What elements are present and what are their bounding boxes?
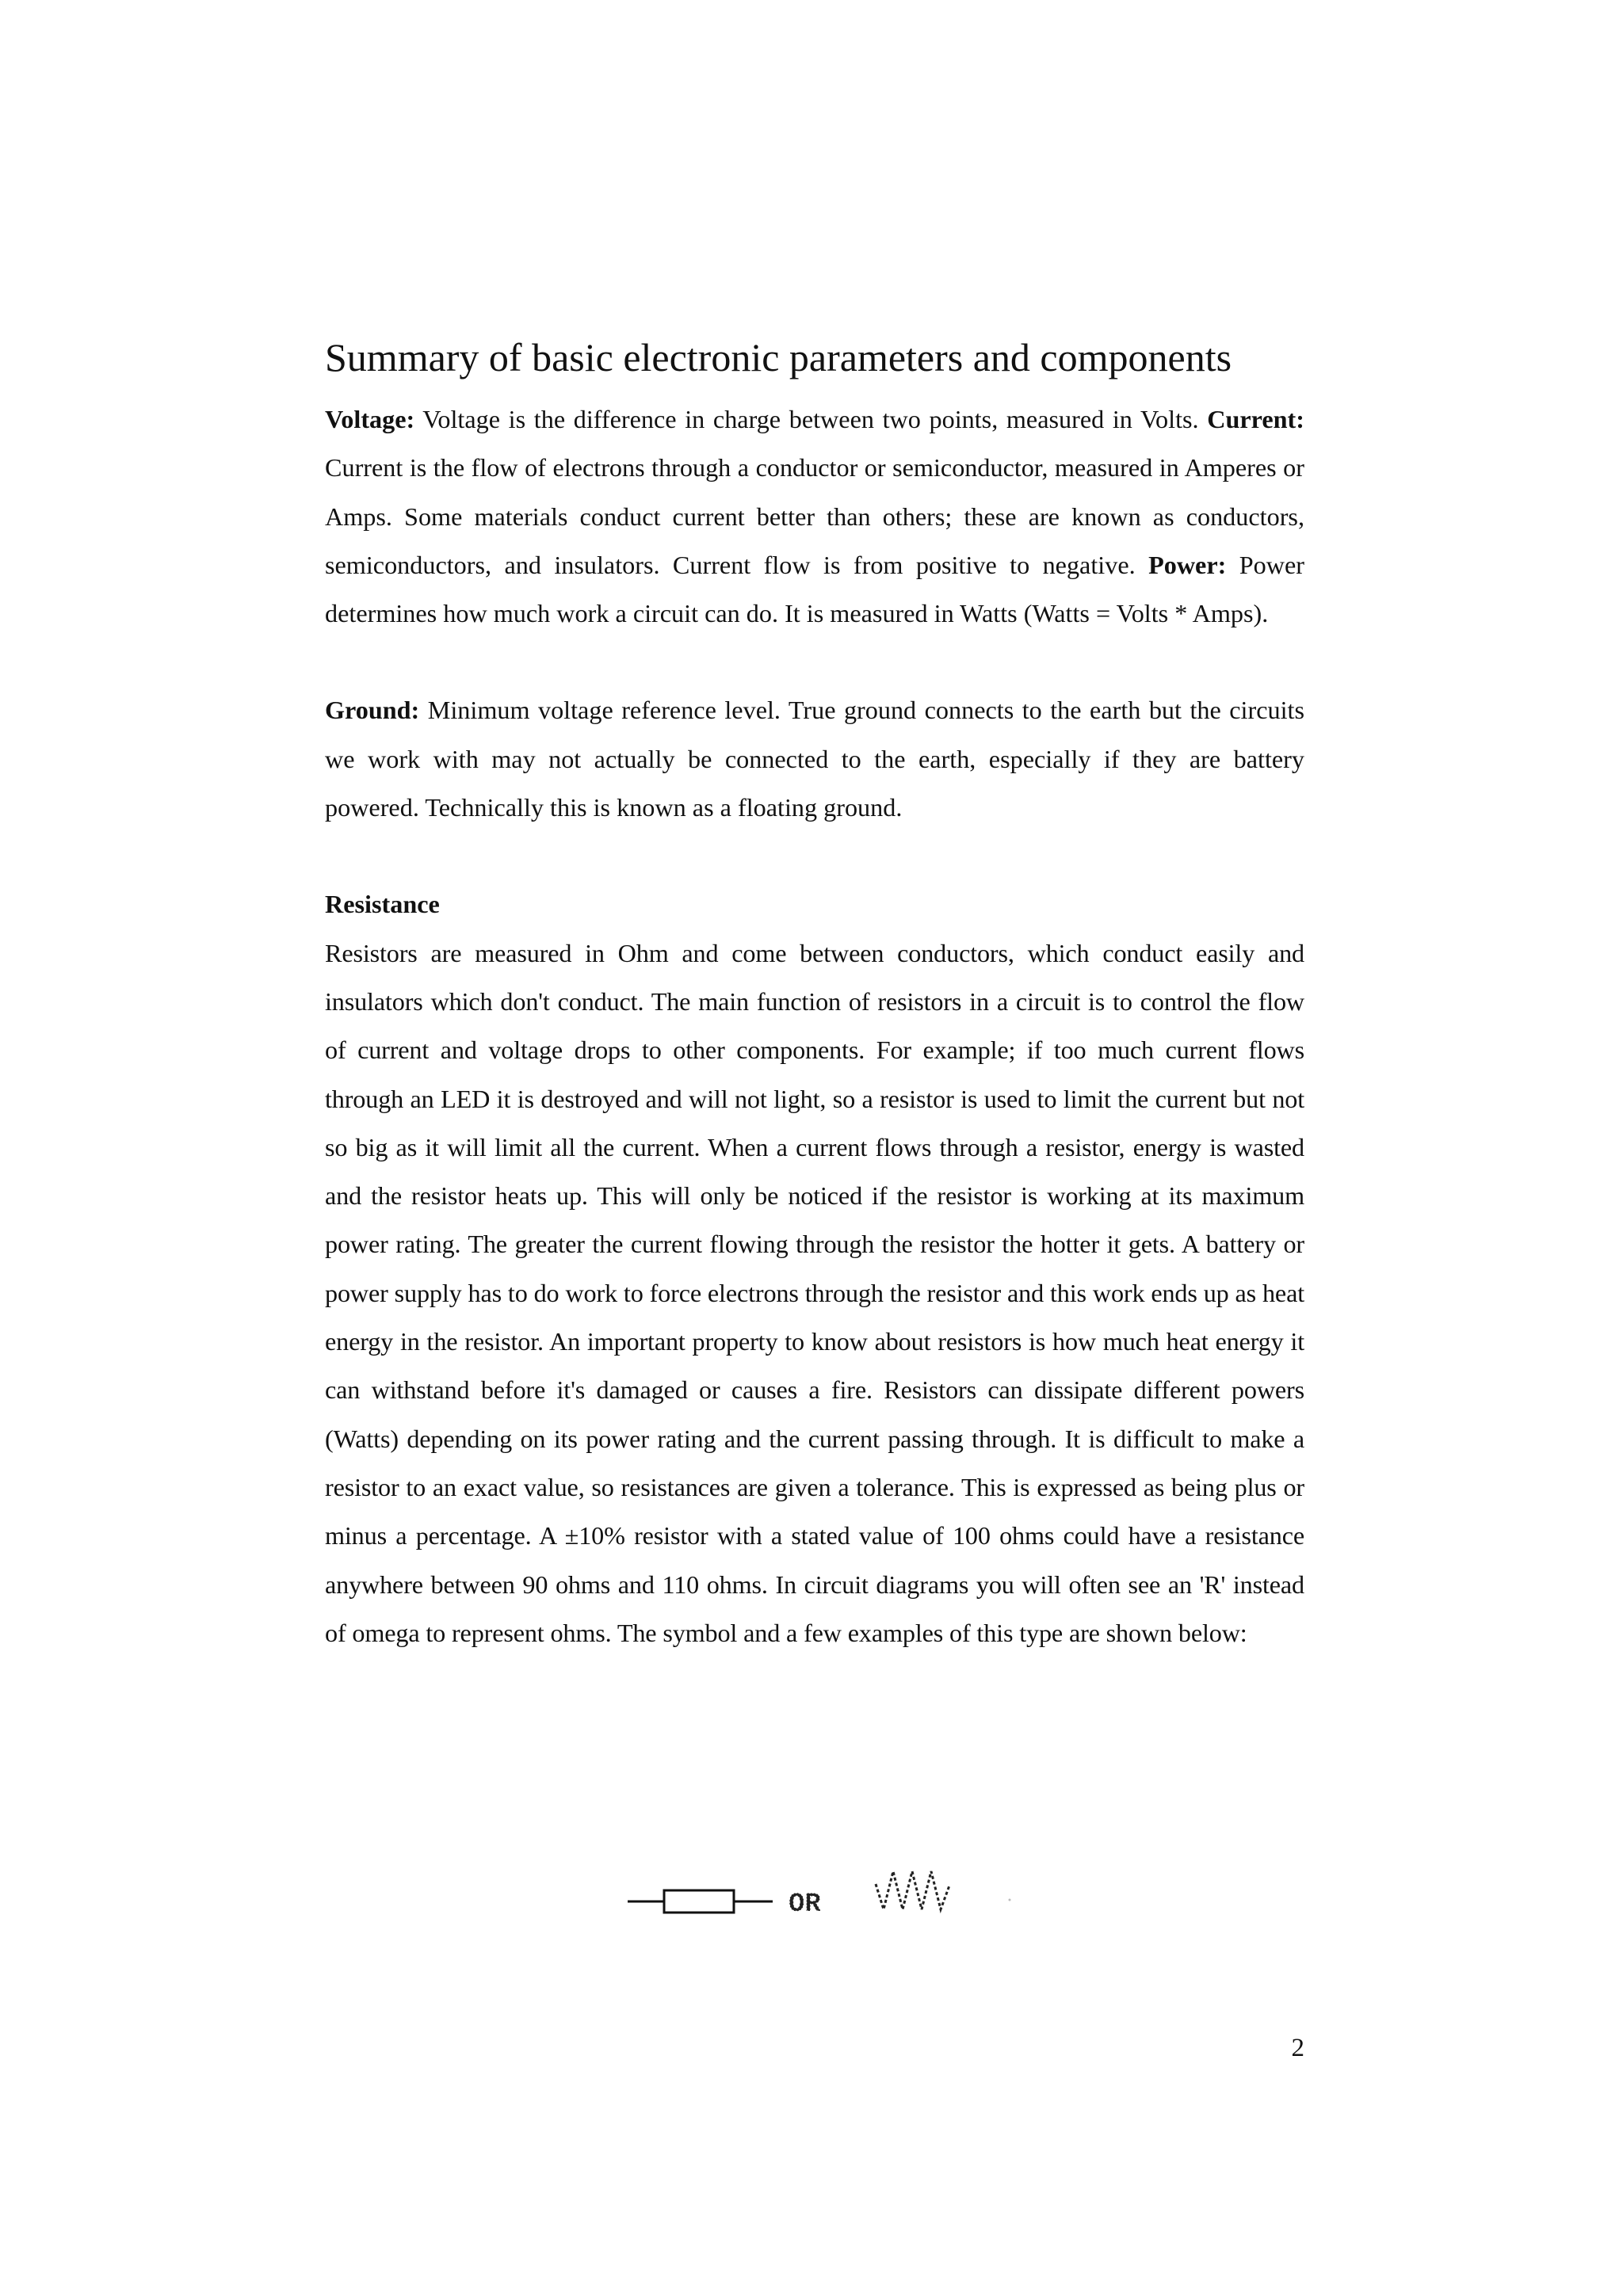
symbol-or-label: OR (789, 1890, 821, 1920)
figure-speck (1009, 1899, 1011, 1901)
ground-text: Minimum voltage reference level. True ground connects to the earth but the circuits we work with may not actually be connected to the earth, especially if they are battery powered. Technically this is known as a floating ground. (325, 696, 1304, 822)
resistor-rectangle-symbol (628, 1890, 773, 1913)
current-text: Current is the flow of electrons through a conductor or semiconductor, measured in Amperes or Amps. Some materials conduct current better than others; these are known as conductors, semiconductors, and insulators. Current flow is from positive to negative. (325, 453, 1304, 579)
section-heading-resistance: Resistance (325, 890, 440, 919)
current-label: Current: (1207, 405, 1304, 433)
resistor-symbols-figure (618, 1862, 1030, 1933)
paragraph-voltage-current-power (325, 395, 1304, 638)
page-content (325, 329, 1304, 1657)
resistor-zigzag-symbol (876, 1871, 949, 1909)
voltage-label: Voltage: (325, 405, 415, 433)
power-label: Power: (1148, 550, 1227, 579)
voltage-text: Voltage is the difference in charge between two points, measured in Volts. (414, 405, 1208, 433)
page-title: Summary of basic electronic parameters and components (325, 335, 1232, 379)
power-text: Power determines how much work a circuit can do. It is measured in Watts (Watts = Volts * Amps). (325, 550, 1304, 628)
paragraph-ground (325, 686, 1304, 832)
ground-label: Ground: (325, 696, 420, 725)
paragraph-resistance: Resistors are measured in Ohm and come between conductors, which conduct easily and insulators which don't conduct. The main function of resistors in a circuit is to control the flow of current and voltage drops to other components. For example; if too much current flows through an LED it is destroyed and will not light, so a resistor is used to limit the current but not so big as it will limit all the current. When a current flows through a resistor, energy is wasted and the resistor heats up. This will only be noticed if the resistor is working at its maximum power rating. The greater the current flowing through the resistor the hotter it gets. A battery or power supply has to do work to force electrons through the resistor and this work ends up as heat energy in the resistor. An important property to know about resistors is how much heat energy it can withstand before it's damaged or causes a fire. Resistors can dissipate different powers (Watts) depending on its power rating and the current passing through. It is difficult to make a resistor to an exact value, so resistances are given a tolerance. This is expressed as being plus or minus a percentage. A ±10% resistor with a stated value of 100 ohms could have a resistance anywhere between 90 ohms and 110 ohms. In circuit diagrams you will often see an 'R' instead of omega to represent ohms. The symbol and a few examples of this type are shown below: (325, 938, 1304, 1647)
page-number: 2 (1291, 2034, 1304, 2062)
